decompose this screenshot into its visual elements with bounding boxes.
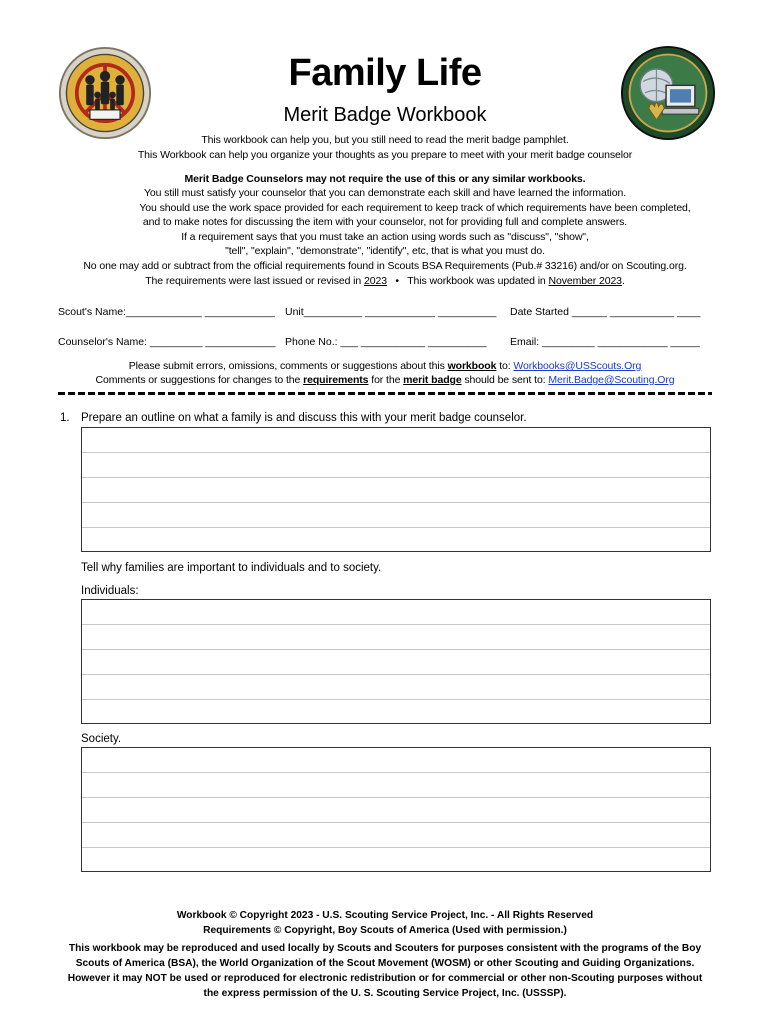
intro-line-2: This Workbook can help you organize your thoughts as you prepare to meet with your merit badge counselor	[137, 149, 633, 161]
contact-requirements: requirements	[303, 374, 369, 386]
contact-text: Comments or suggestions for changes to the	[95, 374, 301, 386]
workbooks-email-link[interactable]: Workbooks@USScouts.Org	[513, 360, 642, 372]
dashed-divider	[58, 392, 712, 395]
page-title: Family Life	[288, 52, 482, 94]
contact-line-2	[0, 374, 770, 386]
note-line-1: You still must satisfy your counselor that you can demonstrate each skill and have learned the information.	[143, 187, 627, 199]
intro-line-1: This workbook can help you, but you still need to read the merit badge pamphlet.	[201, 134, 569, 146]
scout-name-field[interactable]: Scout's Name:_____________ ____________	[58, 306, 275, 318]
note-line-2: You should use the work space provided for each requirement to keep track of which requirements have been completed,	[139, 202, 691, 214]
tell-why-text: Tell why families are important to individuals and to society.	[81, 562, 382, 574]
updated-date: November 2023	[548, 275, 622, 287]
date-started-field[interactable]: Date Started ______ ___________ ____	[510, 306, 701, 318]
footer-usage-line-4: the express permission of the U. S. Scouting Service Project, Inc. (USSSP).	[203, 988, 567, 999]
note-line-4: If a requirement says that you must take an action using words such as "discuss", "show",	[181, 231, 589, 243]
contact-to: to:	[499, 360, 511, 372]
note-line-5: "tell", "explain", "demonstrate", "identify", etc, that is what you must do.	[225, 245, 545, 257]
updated-suffix: .	[621, 275, 625, 287]
revision-line	[0, 275, 770, 287]
contact-text: Please submit errors, omissions, comments or suggestions about this	[128, 360, 445, 372]
contact-workbook: workbook	[447, 360, 497, 372]
footer-copyright: Workbook © Copyright 2023 - U.S. Scouting Service Project, Inc. - All Rights Reserved	[176, 910, 594, 921]
contact-sent-to: should be sent to:	[464, 374, 546, 386]
note-line-6: No one may add or subtract from the official requirements found in Scouts BSA Requirements (Pub.# 33216) and/or on Scouting.org.	[83, 260, 687, 272]
footer-usage-line-2: Scouts of America (BSA), the World Organization of the Scout Movement (WOSM) or other Scouting and Guiding Organizations.	[75, 958, 695, 969]
merit-badge-email-link[interactable]: Merit.Badge@Scouting.Org	[548, 374, 675, 386]
individuals-label: Individuals:	[81, 585, 139, 597]
revised-year: 2023	[363, 275, 387, 287]
counselor-note: Merit Badge Counselors may not require the use of this or any similar workbooks.	[184, 173, 586, 185]
footer-usage-line-3: However it may NOT be used or reproduced for electronic redistribution or for commercial or other non-Scouting purposes without	[67, 973, 703, 984]
updated-prefix: This workbook was updated in	[407, 275, 546, 287]
revised-prefix: The requirements were last issued or revised in	[145, 275, 362, 287]
unit-field[interactable]: Unit__________ ____________ __________	[285, 306, 497, 318]
bullet: •	[395, 275, 399, 287]
email-field[interactable]: Email: _________ ____________ _____	[510, 336, 700, 348]
contact-for-the: for the	[371, 374, 401, 386]
counselor-name-field[interactable]: Counselor's Name: _________ ____________	[58, 336, 276, 348]
answer-box-outline[interactable]	[81, 427, 711, 552]
answer-box-individuals[interactable]	[81, 599, 711, 724]
contact-merit-badge: merit badge	[403, 374, 462, 386]
answer-box-society[interactable]	[81, 747, 711, 872]
requirement-1-number: 1.	[60, 412, 70, 424]
requirement-1-text: Prepare an outline on what a family is and discuss this with your merit badge counselor.	[81, 412, 527, 424]
footer-usage-line-1: This workbook may be reproduced and used locally by Scouts and Scouters for purposes consistent with the programs of the Boy	[68, 943, 702, 954]
note-line-3: and to make notes for discussing the item with your counselor, not for providing full and complete answers.	[142, 216, 628, 228]
society-label: Society.	[81, 733, 122, 745]
footer-requirements-copyright: Requirements © Copyright, Boy Scouts of America (Used with permission.)	[203, 925, 567, 936]
page-subtitle: Merit Badge Workbook	[283, 104, 487, 126]
contact-line-1	[0, 360, 770, 372]
phone-field[interactable]: Phone No.: ___ ___________ __________	[285, 336, 487, 348]
